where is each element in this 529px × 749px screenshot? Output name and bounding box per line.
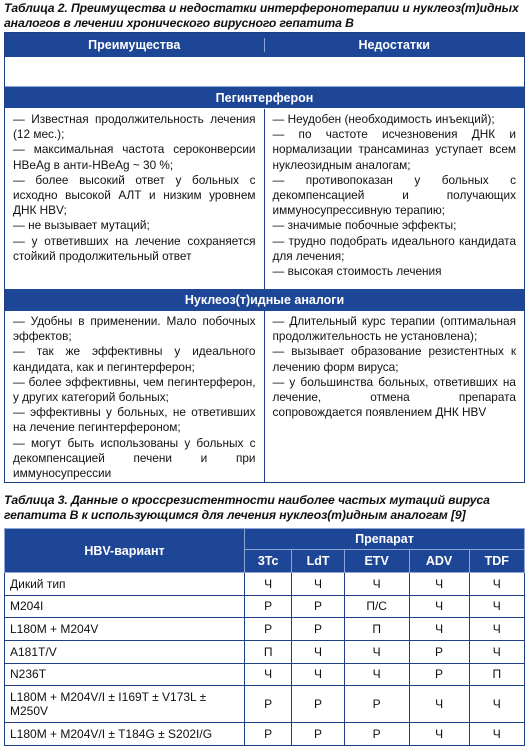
value-cell: Р (344, 686, 409, 723)
list-item: — Удобны в применении. Мало побочных эффектов; (13, 314, 256, 344)
variant-cell: M204I (5, 595, 245, 618)
value-cell: Р (344, 723, 409, 746)
table-row (5, 618, 525, 641)
value-cell: Р (409, 663, 469, 686)
drug-group-header: Препарат (245, 529, 525, 550)
list-item: — более эффективны, чем пегинтерферон, у других категорий больных; (13, 374, 256, 405)
drug-header: 3Tc (245, 550, 292, 573)
value-cell: Ч (409, 618, 469, 641)
value-cell: Ч (409, 573, 469, 596)
variant-cell: L180M + M204V (5, 618, 245, 641)
value-cell: Ч (469, 573, 524, 596)
table2-caption: Таблица 2. Преимущества и недостатки интерферонотерапии и нуклеоз(т)идных аналогов в лечении хронического вирусного гепатита В (4, 1, 519, 30)
variant-cell: N236T (5, 663, 245, 686)
table2 (4, 32, 525, 483)
section-title: Нуклеоз(т)идные аналоги (184, 293, 345, 307)
value-cell: Ч (409, 723, 469, 746)
peginterferon-advantages (5, 109, 265, 289)
value-cell: Ч (344, 640, 409, 663)
table-row (5, 723, 525, 746)
table-row (5, 686, 525, 723)
list-item: — не вызывает мутаций; (13, 218, 150, 233)
peginterferon-disadvantages (265, 109, 525, 289)
table2-header-row (5, 33, 524, 57)
variant-cell: Дикий тип (5, 573, 245, 596)
variant-cell: A181T/V (5, 640, 245, 663)
value-cell: Ч (245, 663, 292, 686)
value-cell: П (344, 618, 409, 641)
list-item: — высокая стоимость лечения (272, 264, 442, 279)
value-cell: Ч (469, 640, 524, 663)
value-cell: Р (292, 618, 344, 641)
list-item: — вызывает образование резистентных к лечению форм вируса; (272, 344, 516, 374)
table-row (5, 663, 525, 686)
section-header-peginterferon (5, 86, 524, 108)
table-row (5, 573, 525, 596)
list-item: — Неудобен (необходимость инъекций); (272, 112, 495, 126)
value-cell: Р (292, 595, 344, 618)
value-cell: Ч (469, 595, 524, 618)
value-cell: П/С (344, 595, 409, 618)
list-item: — трудно подобрать идеального кандидата для лечения; (272, 233, 516, 263)
table-row (5, 595, 525, 618)
analogues-disadvantages (265, 311, 525, 483)
analogues-advantages (5, 311, 265, 483)
value-cell: П (245, 640, 292, 663)
variant-cell: L180M + M204V/I ± I169T ± V173L ± M250V (5, 686, 245, 723)
drug-header: LdT (292, 550, 344, 573)
value-cell: Ч (469, 686, 524, 723)
value-cell: Ч (409, 595, 469, 618)
value-cell: Ч (409, 686, 469, 723)
list-item: — по частоте исчезновения ДНК и нормализации трансаминаз уступает всем нуклеозидным аналогам; (272, 127, 516, 172)
value-cell: Ч (292, 663, 344, 686)
list-item: — Известная продолжительность лечения (12 мес.); (13, 112, 256, 142)
list-item: — противопоказан у больных с декомпенсацией и получающих иммуносупрессивную терапию; (272, 172, 516, 218)
variant-header: HBV-вариант (5, 529, 245, 573)
list-item: — так же эффективны у идеального кандидата, как и пегинтерферон; (13, 344, 256, 374)
value-cell: Р (292, 723, 344, 746)
list-item: — у большинства больных, ответивших на лечение, отмена препарата сопровождается появлением ДНК HBV (272, 374, 516, 420)
table3 (4, 528, 525, 746)
section-header-nucleoside-analogues (5, 289, 524, 311)
value-cell: П (469, 663, 524, 686)
value-cell: Р (245, 618, 292, 641)
value-cell: Ч (469, 723, 524, 746)
drug-header: ETV (344, 550, 409, 573)
list-item: — значимые побочные эффекты; (272, 218, 457, 233)
table3-caption: Таблица 3. Данные о кроссрезистентности наиболее частых мутаций вируса гепатита В к использующимся для лечения нуклеоз(т)идным аналогам [9] (4, 493, 490, 522)
value-cell: Р (245, 595, 292, 618)
value-cell: Р (245, 686, 292, 723)
value-cell: Ч (344, 663, 409, 686)
value-cell: Ч (344, 573, 409, 596)
list-item: — Длительный курс терапии (оптимальная продолжительность не установлена); (272, 314, 516, 344)
value-cell: Р (409, 640, 469, 663)
list-item: — максимальная частота сероконверсии HBeAg в анти-HBeAg ~ 30 %; (13, 142, 256, 172)
value-cell: Р (292, 686, 344, 723)
list-item: — у ответивших на лечение сохраняется стойкий продолжительный ответ (13, 233, 256, 263)
disadvantages-header: Недостатки (358, 38, 430, 52)
value-cell: Ч (469, 618, 524, 641)
value-cell: Р (245, 723, 292, 746)
value-cell: Ч (292, 640, 344, 663)
list-item: — более высокий ответ у больных с исходно высокой АЛТ и низким уровнем ДНК HBV; (13, 172, 256, 218)
value-cell: Ч (292, 573, 344, 596)
section-title: Пегинтерферон (215, 90, 314, 105)
value-cell: Ч (245, 573, 292, 596)
drug-header: ADV (409, 550, 469, 573)
list-item: — эффективны у больных, не ответивших на лечение пегинтерфероном; (13, 405, 256, 435)
drug-header: TDF (469, 550, 524, 573)
advantages-header: Преимущества (5, 38, 265, 52)
variant-cell: L180M + M204V/I ± T184G ± S202I/G (5, 723, 245, 746)
list-item: — могут быть использованы у больных с декомпенсацией печени и при иммуносупрессии (13, 435, 256, 481)
table-row (5, 640, 525, 663)
